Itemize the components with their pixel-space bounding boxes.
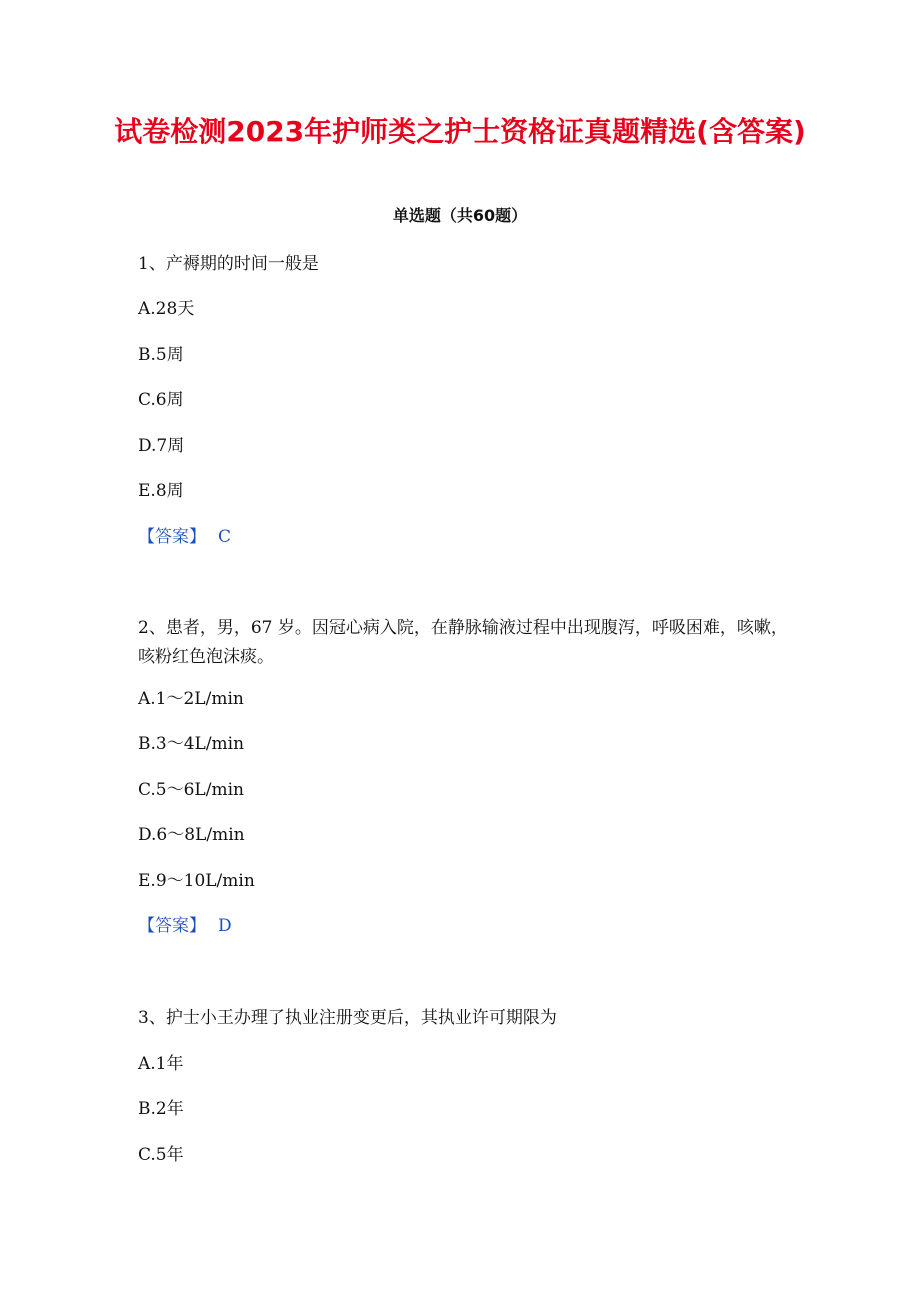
question-2-stem: 2、患者，男，67 岁。因冠心病入院，在静脉输液过程中出现腹泻，呼吸困难，咳嗽，咳粉红色泡沫痰。 xyxy=(138,618,788,667)
question-3-option-a: A.1年 xyxy=(138,1054,184,1074)
question-1-answer xyxy=(138,523,231,552)
question-2-option-b: B.3～4L/min xyxy=(138,734,245,754)
question-3-stem: 3、护士小王办理了执业注册变更后，其执业许可期限为 xyxy=(138,1008,557,1028)
question-1-stem: 1、产褥期的时间一般是 xyxy=(138,254,319,274)
question-1-option-c: C.6周 xyxy=(138,390,184,410)
question-2-option-c: C.5～6L/min xyxy=(138,780,244,800)
question-1-option-e: E.8周 xyxy=(138,481,184,501)
question-1-option-a: A.28天 xyxy=(138,299,195,319)
answer-value: C xyxy=(218,527,232,547)
answer-value: D xyxy=(218,916,232,936)
question-2-option-a: A.1～2L/min xyxy=(138,689,244,709)
question-2-answer xyxy=(138,912,232,941)
document-title: 试卷检测2023年护师类之护士资格证真题精选(含答案) xyxy=(114,115,806,148)
question-1-option-b: B.5周 xyxy=(138,345,184,365)
question-3-option-c: C.5年 xyxy=(138,1145,184,1165)
answer-label: 【答案】 xyxy=(138,916,206,936)
question-3-option-b: B.2年 xyxy=(138,1099,184,1119)
section-heading: 单选题（共60题） xyxy=(392,206,528,225)
question-2-option-e: E.9～10L/min xyxy=(138,871,255,891)
question-1-option-d: D.7周 xyxy=(138,436,185,456)
answer-label: 【答案】 xyxy=(138,527,206,547)
question-2-option-d: D.6～8L/min xyxy=(138,825,245,845)
